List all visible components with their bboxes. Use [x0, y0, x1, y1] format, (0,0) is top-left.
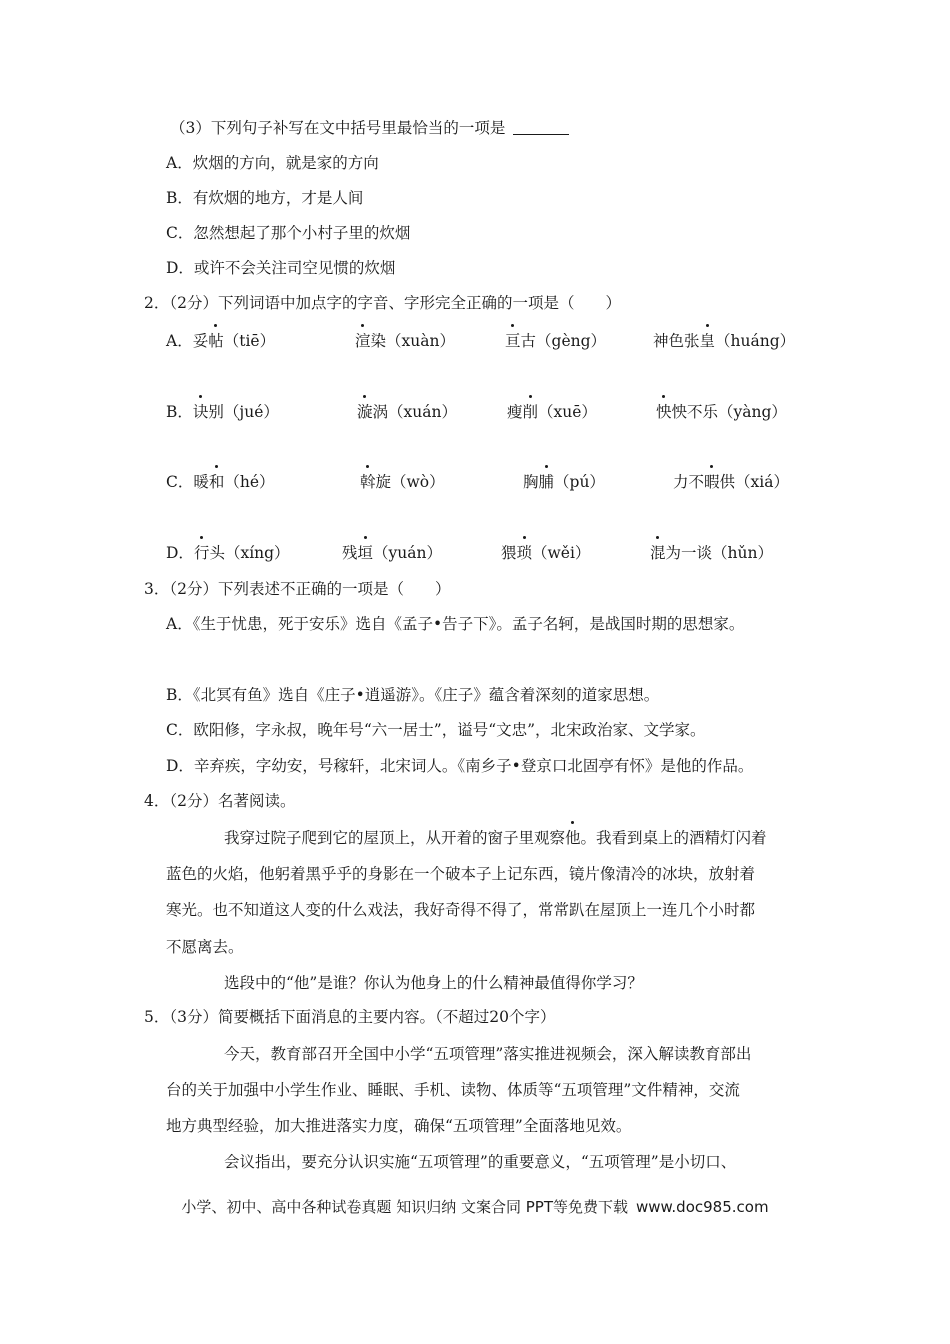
q1-3-option-c: C．忽然想起了那个小村子里的炊烟: [166, 224, 411, 242]
q2-item: 混为一谈（hǔn）: [650, 544, 773, 562]
footer-link[interactable]: www.doc985.com: [635, 1198, 769, 1216]
question-3-stem: 3．（2分）下列表述不正确的一项是（ ）: [144, 580, 451, 598]
q2-item: D．行头（xíng）: [166, 544, 290, 562]
q2-item: 神色张皇（huáng）: [653, 332, 796, 350]
question-4-stem: 4．（2分）名著阅读。: [144, 792, 296, 810]
q2-item: 瘦削（xuē）: [507, 403, 597, 421]
q2-item: 渲染（xuàn）: [355, 332, 455, 350]
q1-3-option-a: A．炊烟的方向，就是家的方向: [166, 154, 379, 172]
q2-item: 斡旋（wò）: [360, 473, 445, 491]
q4-passage-line: 不愿离去。: [166, 938, 244, 956]
q2-item: 胸脯（pú）: [523, 473, 605, 491]
question-1-3-stem: （3）下列句子补写在文中括号里最恰当的一项是: [170, 118, 569, 138]
q2-item: 残垣（yuán）: [342, 544, 442, 562]
q2-item: 力不暇供（xiá）: [673, 473, 789, 491]
q5-passage-line: 地方典型经验，加大推进落实力度，确保“五项管理”全面落地见效。: [166, 1117, 632, 1135]
q3-option-b: B．《北冥有鱼》选自《庄子•逍遥游》。《庄子》蕴含着深刻的道家思想。: [166, 686, 660, 704]
q1-3-option-d: D．或许不会关注司空见惯的炊烟: [166, 259, 396, 277]
q2-item: 漩涡（xuán）: [357, 403, 457, 421]
answer-blank: [513, 119, 569, 135]
q3-option-a: A．《生于忧患，死于安乐》选自《孟子•告子下》。孟子名轲，是战国时期的思想家。: [166, 615, 745, 633]
q2-item: C．暖和（hé）: [166, 473, 275, 491]
q4-question: 选段中的“他”是谁？你认为他身上的什么精神最值得你学习？: [224, 974, 643, 992]
q3-option-d: D．辛弃疾，字幼安，号稼轩，北宋词人。《南乡子•登京口北固亭有怀》是他的作品。: [166, 757, 754, 775]
q1-3-option-b: B．有炊烟的地方，才是人间: [166, 189, 364, 207]
q5-passage-line: 今天，教育部召开全国中小学“五项管理”落实推进视频会，深入解读教育部出: [224, 1045, 752, 1063]
q4-passage-line: 我穿过院子爬到它的屋顶上，从开着的窗子里观察他。我看到桌上的酒精灯闪着: [224, 829, 767, 847]
q4-passage-line: 蓝色的火焰，他躬着黑乎乎的身影在一个破本子上记东西，镜片像清冷的冰块，放射着: [166, 865, 756, 883]
q2-item: 猥琐（wěi）: [501, 544, 591, 562]
q5-passage-line: 台的关于加强中小学生作业、睡眠、手机、读物、体质等“五项管理”文件精神，交流: [166, 1081, 740, 1099]
q2-item: 亘古（gèng）: [505, 332, 607, 350]
q2-item: 怏怏不乐（yàng）: [656, 403, 787, 421]
page-footer: [0, 1196, 950, 1217]
q3-option-c: C．欧阳修，字永叔，晚年号“六一居士”，谥号“文忠”，北宋政治家、文学家。: [166, 721, 706, 739]
footer-text: 小学、初中、高中各种试卷真题 知识归纳 文案合同 PPT等免费下载: [181, 1198, 628, 1216]
q4-passage-line: 寒光。也不知道这人变的什么戏法，我好奇得不得了，常常趴在屋顶上一连几个小时都: [166, 901, 756, 919]
question-5-stem: 5．（3分）简要概括下面消息的主要内容。（不超过20个字）: [144, 1008, 556, 1026]
q2-item: A．妥帖（tiē）: [166, 332, 276, 350]
q2-item: B．诀别（jué）: [166, 403, 279, 421]
q5-passage-line: 会议指出，要充分认识实施“五项管理”的重要意义，“五项管理”是小切口、: [224, 1153, 737, 1171]
question-2-stem: 2．（2分）下列词语中加点字的字音、字形完全正确的一项是（ ）: [144, 294, 621, 312]
